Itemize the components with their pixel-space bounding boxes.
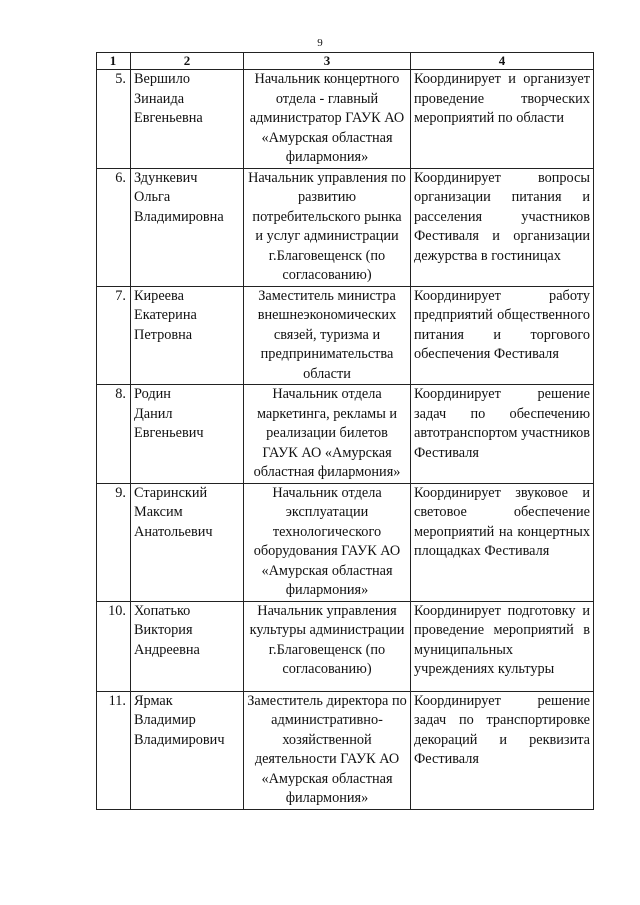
duty: Координирует подготовку и проведение мероприятий в муниципальных учреждениях культуры [411, 601, 594, 691]
first-name: Данил [134, 405, 173, 422]
table-row [97, 385, 594, 484]
row-number: 9. [97, 483, 131, 601]
patronymic: Евгеньевна [134, 110, 203, 126]
column-header-1: 1 [97, 53, 131, 70]
table-row [97, 601, 594, 691]
patronymic: Евгеньевич [134, 425, 204, 441]
first-name: Ольга [134, 189, 171, 205]
person-name [131, 385, 244, 484]
duty: Координирует решение задач по обеспечению автотранспортом участников Фестиваля [411, 385, 594, 484]
patronymic: Владимирович [134, 731, 225, 748]
surname: Здункевич [134, 169, 198, 186]
first-name: Зинаида [134, 90, 185, 107]
duty: Координирует звуковое и световое обеспечение мероприятий на концертных площадках Фестиваля [411, 483, 594, 601]
position: Начальник управления культуры администрации г.Благовещенск (по согласованию) [244, 601, 411, 691]
position: Начальник отдела маркетинга, рекламы и реализации билетов ГАУК АО «Амурская областная филармония» [244, 385, 411, 484]
person-name [131, 483, 244, 601]
surname: Киреева [134, 287, 184, 304]
column-header-4: 4 [411, 53, 594, 70]
table-header-row [97, 53, 594, 70]
duty: Координирует вопросы организации питания и расселения участников Фестиваля и организации дежурства в гостиницах [411, 168, 594, 286]
person-name [131, 286, 244, 385]
duty: Координирует решение задач по транспортировке декораций и реквизита Фестиваля [411, 691, 594, 809]
column-header-2: 2 [131, 53, 244, 70]
table-row [97, 286, 594, 385]
surname: Старинский [134, 484, 208, 501]
row-number: 7. [97, 286, 131, 385]
duty: Координирует и организует проведение творческих мероприятий по области [411, 70, 594, 169]
patronymic: Андреевна [134, 641, 200, 658]
person-name [131, 601, 244, 691]
table-row [97, 70, 594, 169]
row-number: 10. [97, 601, 131, 691]
table-row [97, 691, 594, 809]
table-row [97, 168, 594, 286]
row-number: 5. [97, 70, 131, 169]
person-name [131, 168, 244, 286]
table-row [97, 483, 594, 601]
surname: Хопатько [134, 602, 191, 619]
position: Заместитель министра внешнеэкономических связей, туризма и предпринимательства области [244, 286, 411, 385]
surname: Ярмак [134, 692, 173, 709]
position: Начальник управления по развитию потребительского рынка и услуг администрации г.Благовещенск (по согласованию) [244, 168, 411, 286]
surname: Вершило [134, 71, 190, 87]
column-header-3: 3 [244, 53, 411, 70]
first-name: Екатерина [134, 307, 197, 323]
duty: Координирует работу предприятий общественного питания и торгового обеспечения Фестиваля [411, 286, 594, 385]
first-name: Виктория [134, 622, 193, 638]
page-number: 9 [317, 37, 323, 49]
row-number: 11. [97, 691, 131, 809]
position: Начальник отдела эксплуатации технологического оборудования ГАУК АО «Амурская областная филармония» [244, 483, 411, 601]
patronymic: Анатольевич [134, 523, 213, 540]
patronymic: Петровна [134, 326, 193, 343]
person-name [131, 691, 244, 809]
position: Начальник концертного отдела - главный администратор ГАУК АО «Амурская областная филармония» [244, 70, 411, 169]
surname: Родин [134, 386, 171, 402]
first-name: Максим [134, 504, 183, 520]
row-number: 6. [97, 168, 131, 286]
person-name [131, 70, 244, 169]
patronymic: Владимировна [134, 208, 224, 225]
row-number: 8. [97, 385, 131, 484]
first-name: Владимир [134, 712, 196, 728]
staff-table [96, 52, 594, 810]
position: Заместитель директора по административно-хозяйственной деятельности ГАУК АО «Амурская областная филармония» [244, 691, 411, 809]
